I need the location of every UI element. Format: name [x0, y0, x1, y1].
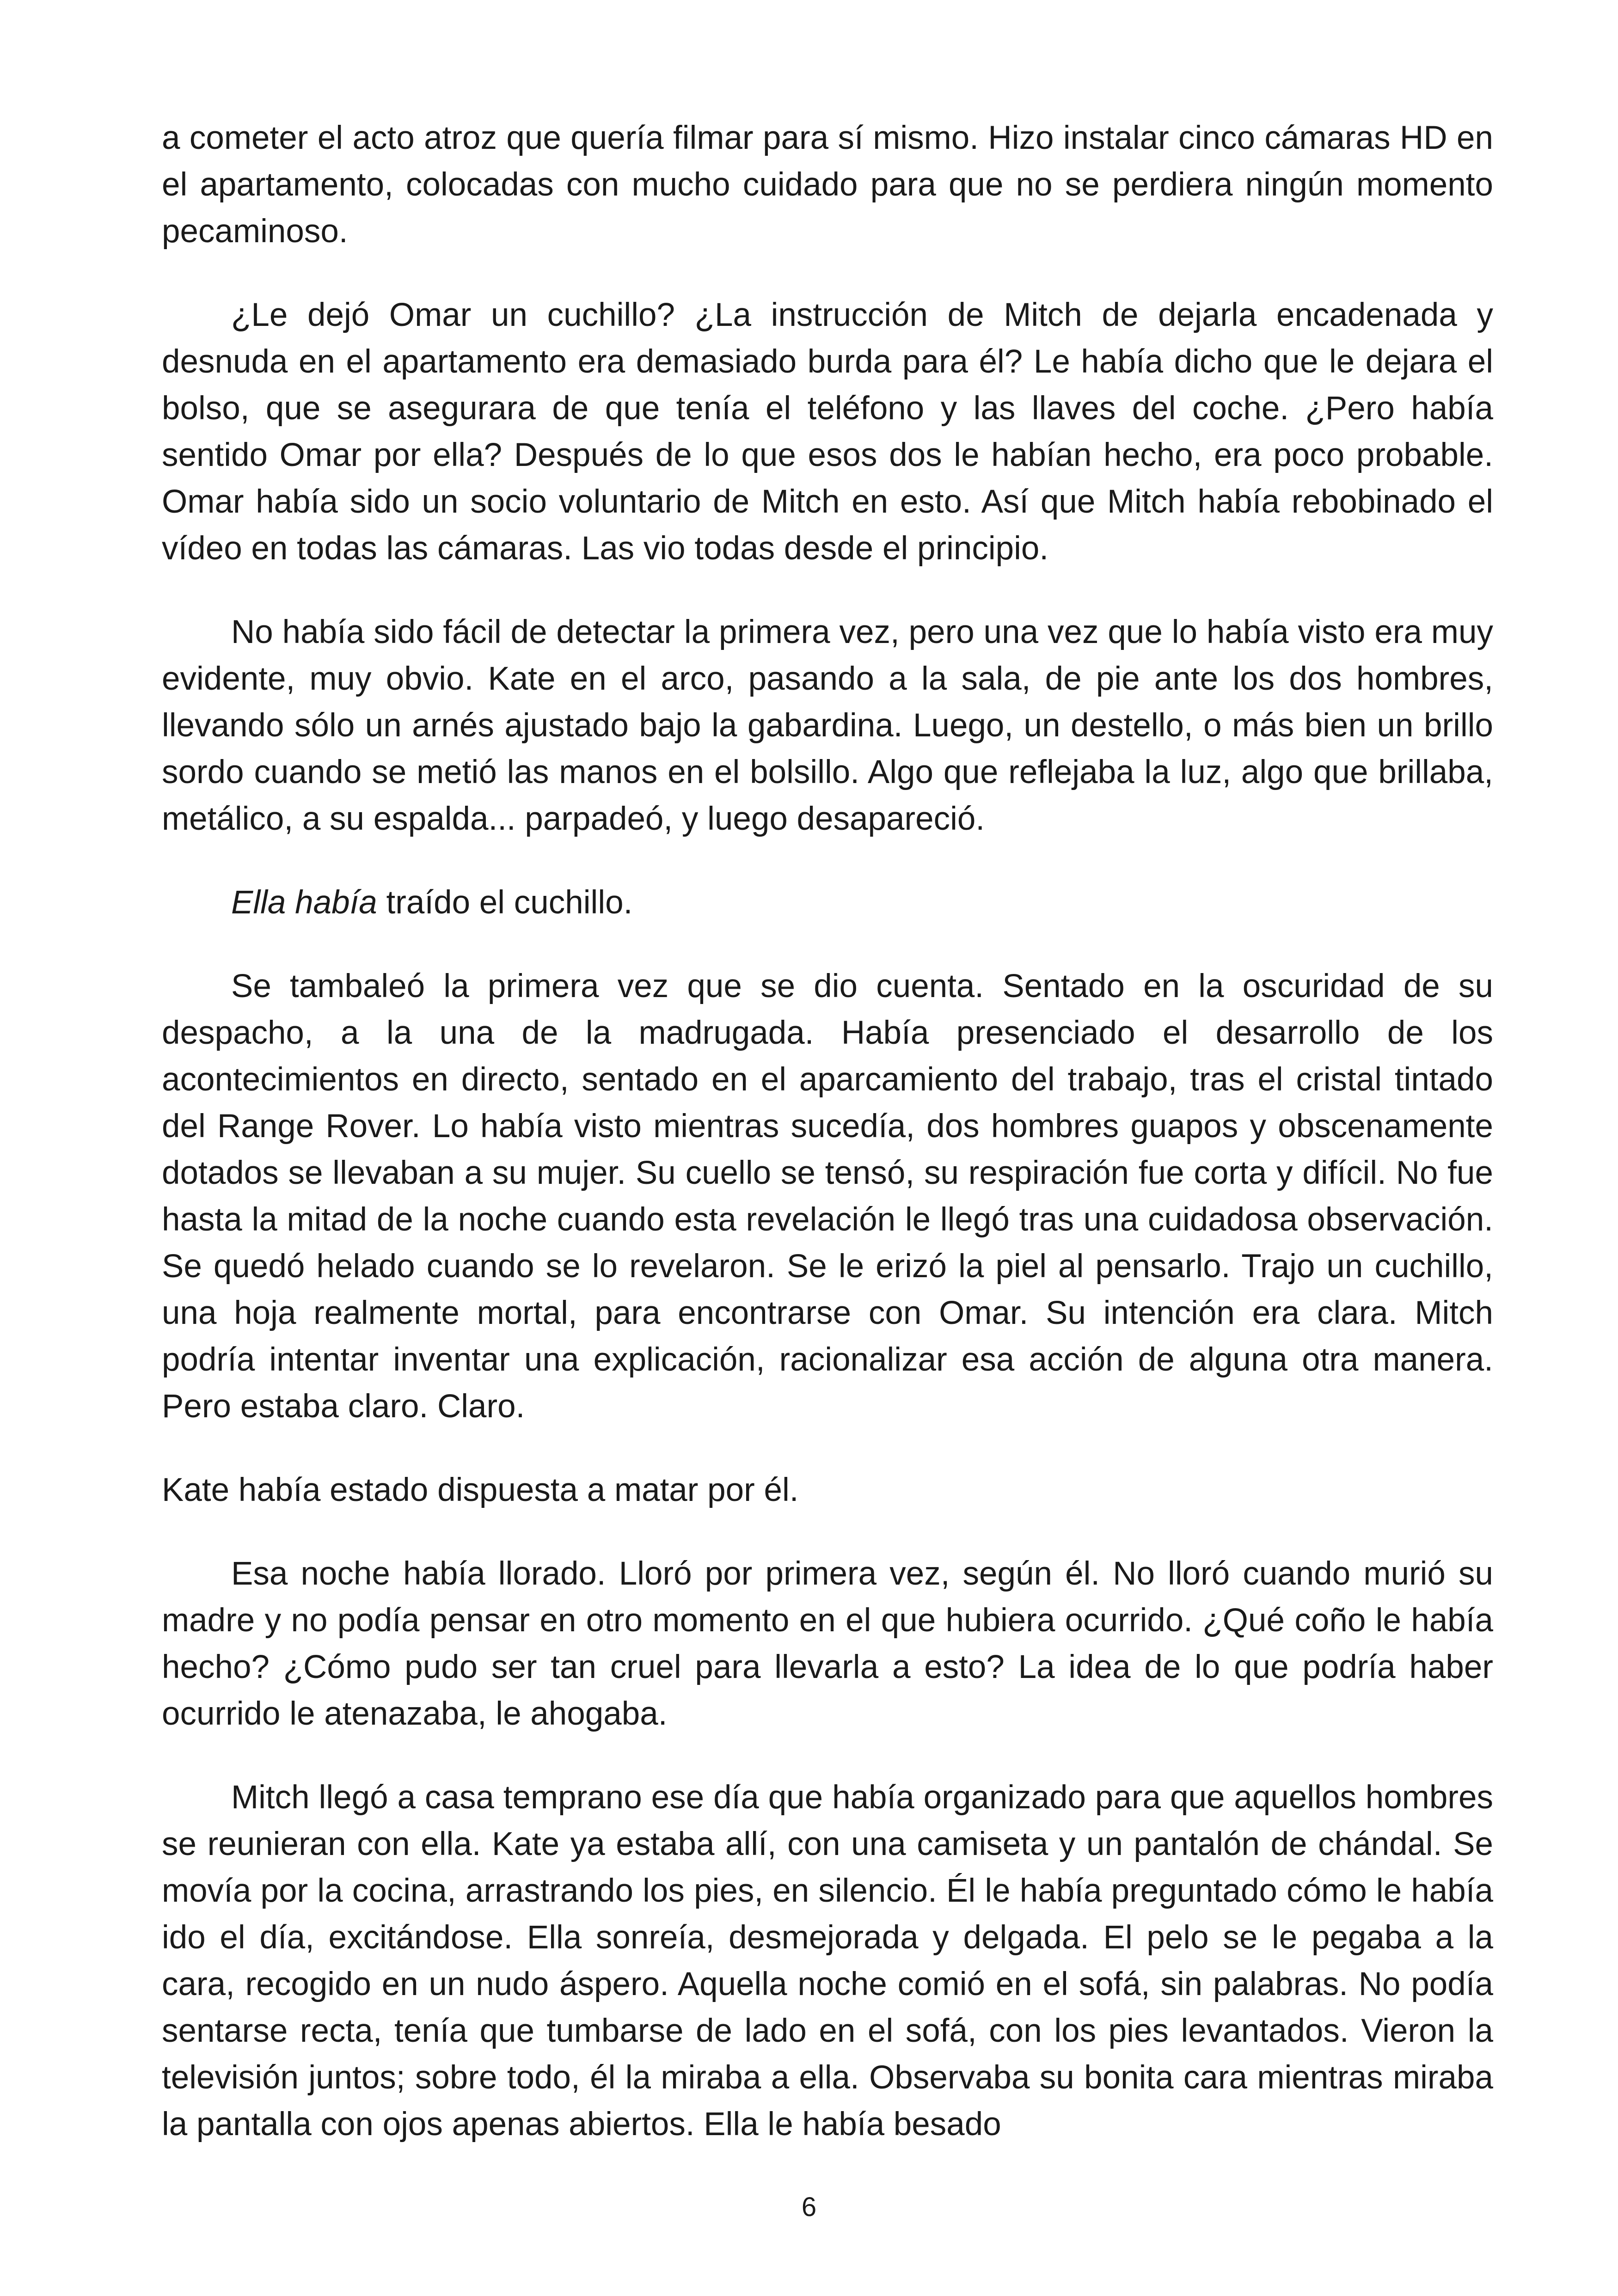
paragraph-6: Kate había estado dispuesta a matar por él. [162, 1472, 799, 1508]
body-text [162, 115, 1493, 2185]
paragraph-5: Se tambaleó la primera vez que se dio cuenta. Sentado en la oscuridad de su despacho, a la una de la madrugada. Había presenciado el desarrollo de los acontecimientos en directo, sentado en el aparcamiento del trabajo, tras el cristal tintado del Range Rover. Lo había visto mientras sucedía, dos hombres guapos y obscenamente dotados se llevaban a su mujer. Su cuello se tensó, su respiración fue corta y difícil. No fue hasta la mitad de la noche cuando esta revelación le llegó tras una cuidadosa observación. Se quedó helado cuando se lo revelaron. Se le erizó la piel al pensarlo. Trajo un cuchillo, una hoja realmente mortal, para encontrarse con Omar. Su intención era clara. Mitch podría intentar inventar una explicación, racionalizar esa acción de alguna otra manera. Pero estaba claro. Claro. [162, 968, 1493, 1425]
paragraph-1: a cometer el acto atroz que quería filmar para sí mismo. Hizo instalar cinco cámaras HD en el apartamento, colocadas con mucho cuidado para que no se perdiera ningún momento pecaminoso. [162, 120, 1493, 250]
paragraph-4 [162, 879, 1493, 926]
page-number: 6 [801, 2192, 817, 2222]
emphasis-text: Ella había [231, 884, 377, 921]
paragraph-8: Mitch llegó a casa temprano ese día que había organizado para que aquellos hombres se reunieran con ella. Kate ya estaba allí, con una camiseta y un pantalón de chándal. Se movía por la cocina, arrastrando los pies, en silencio. Él le había preguntado cómo le había ido el día, excitándose. Ella sonreía, desmejorada y delgada. El pelo se le pegaba a la cara, recogido en un nudo áspero. Aquella noche comió en el sofá, sin palabras. No podía sentarse recta, tenía que tumbarse de lado en el sofá, con los pies levantados. Vieron la televisión juntos; sobre todo, él la miraba a ella. Observaba su bonita cara mientras miraba la pantalla con ojos apenas abiertos. Ella le había besado [162, 1779, 1493, 2143]
paragraph-2: ¿Le dejó Omar un cuchillo? ¿La instrucción de Mitch de dejarla encadenada y desnuda en el apartamento era demasiado burda para él? Le había dicho que le dejara el bolso, que se asegurara de que tenía el teléfono y las llaves del coche. ¿Pero había sentido Omar por ella? Después de lo que esos dos le habían hecho, era poco probable. Omar había sido un socio voluntario de Mitch en esto. Así que Mitch había rebobinado el vídeo en todas las cámaras. Las vio todas desde el principio. [162, 297, 1493, 567]
paragraph-4-text: traído el cuchillo. [377, 884, 633, 921]
paragraph-7: Esa noche había llorado. Lloró por primera vez, según él. No lloró cuando murió su madre y no podía pensar en otro momento en el que hubiera ocurrido. ¿Qué coño le había hecho? ¿Cómo pudo ser tan cruel para llevarla a esto? La idea de lo que podría haber ocurrido le atenazaba, le ahogaba. [162, 1555, 1493, 1732]
paragraph-3: No había sido fácil de detectar la primera vez, pero una vez que lo había visto era muy evidente, muy obvio. Kate en el arco, pasando a la sala, de pie ante los dos hombres, llevando sólo un arnés ajustado bajo la gabardina. Luego, un destello, o más bien un brillo sordo cuando se metió las manos en el bolsillo. Algo que reflejaba la luz, algo que brillaba, metálico, a su espalda... parpadeó, y luego desapareció. [162, 614, 1493, 837]
